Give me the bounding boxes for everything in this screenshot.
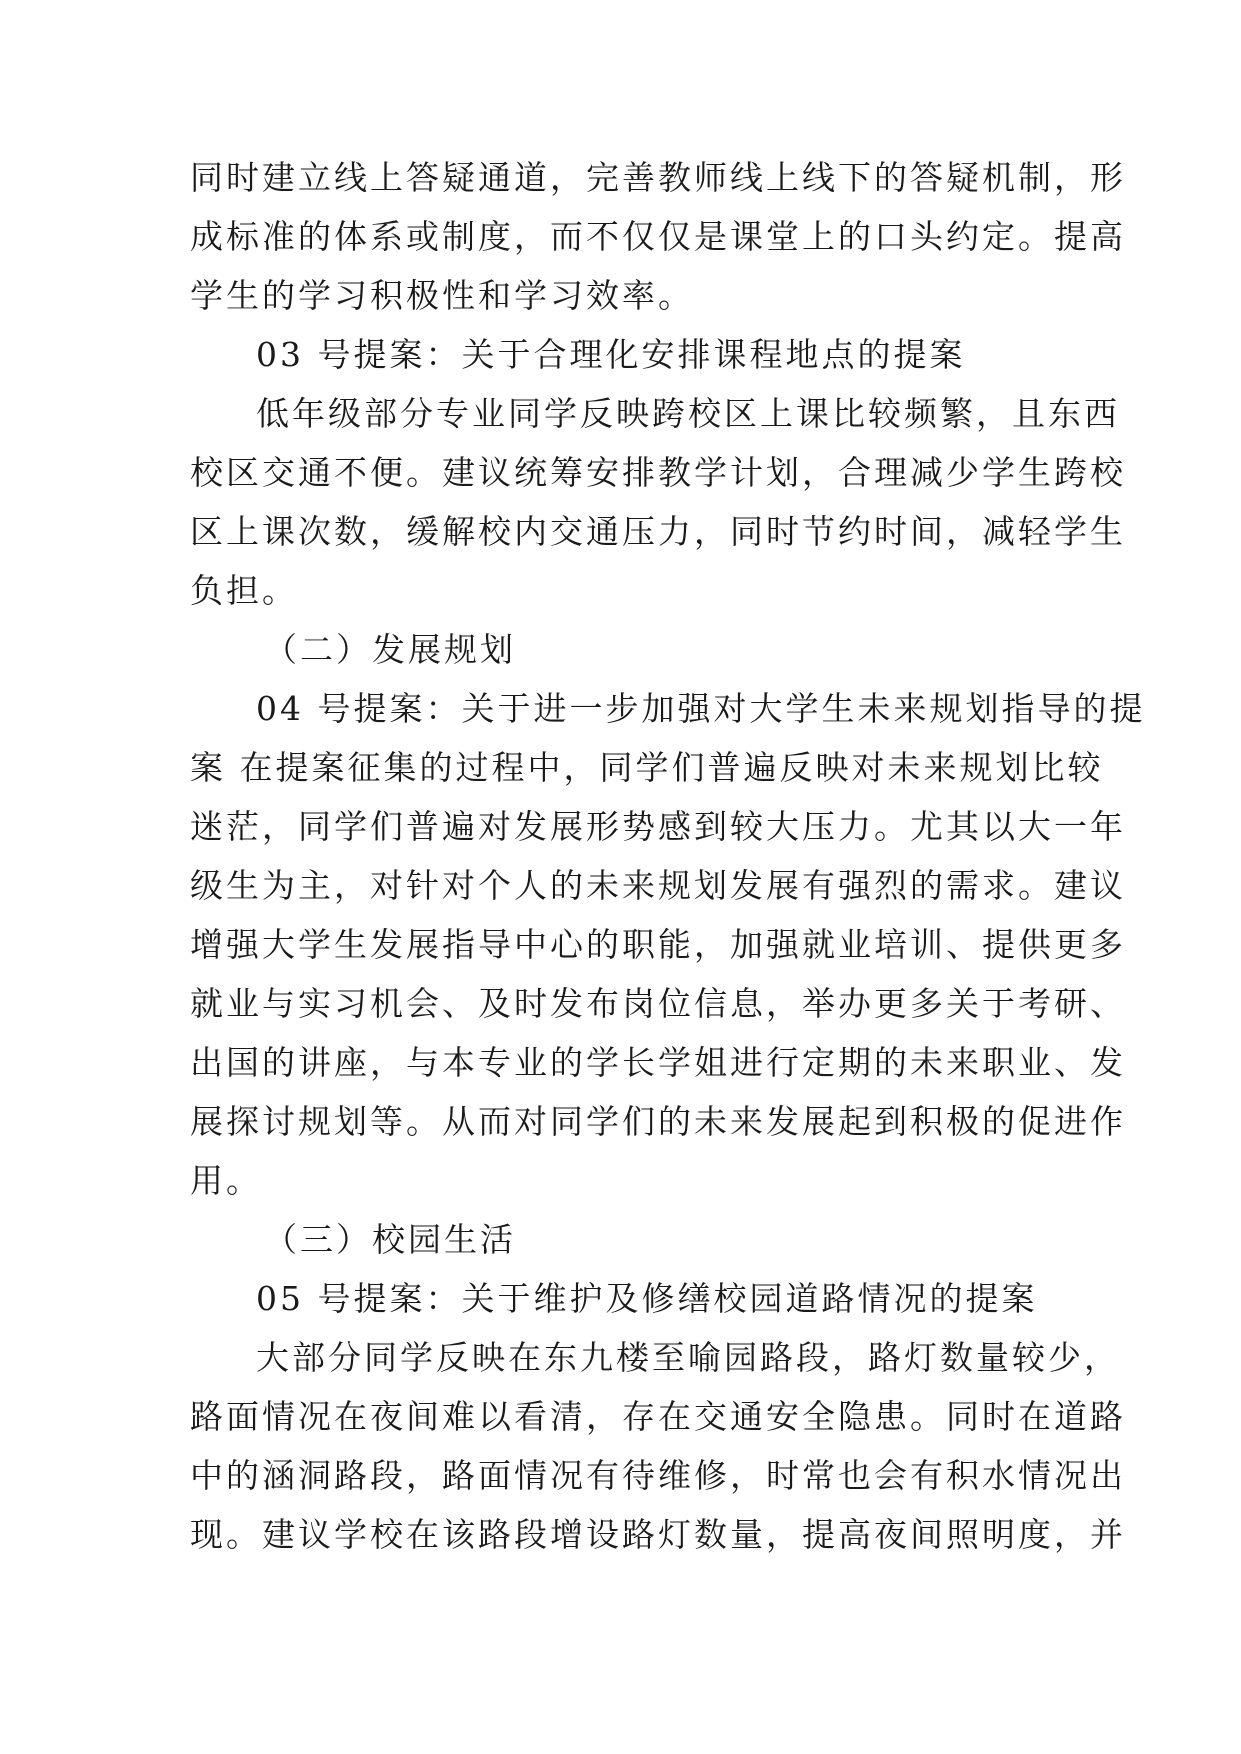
paragraph-line: 大部分同学反映在东九楼至喻园路段，路灯数量较少，	[256, 1338, 1120, 1377]
paragraph-line: 路面情况在夜间难以看清，存在交通安全隐患。同时在道路	[190, 1397, 1126, 1436]
section-heading-campus-life: （三）校园生活	[264, 1220, 516, 1259]
paragraph-line: 同时建立线上答疑通道，完善教师线上线下的答疑机制，形	[190, 158, 1126, 197]
paragraph-line: 展探讨规划等。从而对同学们的未来发展起到积极的促进作	[190, 1102, 1126, 1141]
paragraph-line: 负担。	[190, 571, 298, 610]
paragraph-line: 案 在提案征集的过程中，同学们普遍反映对未来规划比较	[190, 748, 1104, 787]
paragraph-line: 低年级部分专业同学反映跨校区上课比较频繁，且东西	[256, 394, 1120, 433]
document-body	[190, 148, 1146, 1564]
paragraph-line: 成标准的体系或制度，而不仅仅是课堂上的口头约定。提高	[190, 217, 1126, 256]
paragraph-line: 增强大学生发展指导中心的职能，加强就业培训、提供更多	[190, 925, 1126, 964]
proposal-heading-04: 04 号提案：关于进一步加强对大学生未来规划指导的提	[256, 689, 1146, 728]
paragraph-line: 中的涵洞路段，路面情况有待维修，时常也会有积水情况出	[190, 1456, 1126, 1495]
paragraph-line: 校区交通不便。建议统筹安排教学计划，合理减少学生跨校	[190, 453, 1126, 492]
paragraph-line: 区上课次数，缓解校内交通压力，同时节约时间，减轻学生	[190, 512, 1126, 551]
paragraph-line: 级生为主，对针对个人的未来规划发展有强烈的需求。建议	[190, 866, 1126, 905]
paragraph-line: 出国的讲座，与本专业的学长学姐进行定期的未来职业、发	[190, 1043, 1126, 1082]
paragraph-line: 就业与实习机会、及时发布岗位信息，举办更多关于考研、	[190, 984, 1126, 1023]
section-heading-development: （二）发展规划	[264, 630, 516, 669]
proposal-heading-05: 05 号提案：关于维护及修缮校园道路情况的提案	[256, 1279, 1038, 1318]
proposal-heading-03: 03 号提案：关于合理化安排课程地点的提案	[256, 335, 966, 374]
paragraph-line: 现。建议学校在该路段增设路灯数量，提高夜间照明度，并	[190, 1515, 1126, 1554]
paragraph-line: 学生的学习积极性和学习效率。	[190, 276, 694, 315]
paragraph-line: 迷茫，同学们普遍对发展形势感到较大压力。尤其以大一年	[190, 807, 1126, 846]
paragraph-line: 用。	[190, 1161, 262, 1200]
